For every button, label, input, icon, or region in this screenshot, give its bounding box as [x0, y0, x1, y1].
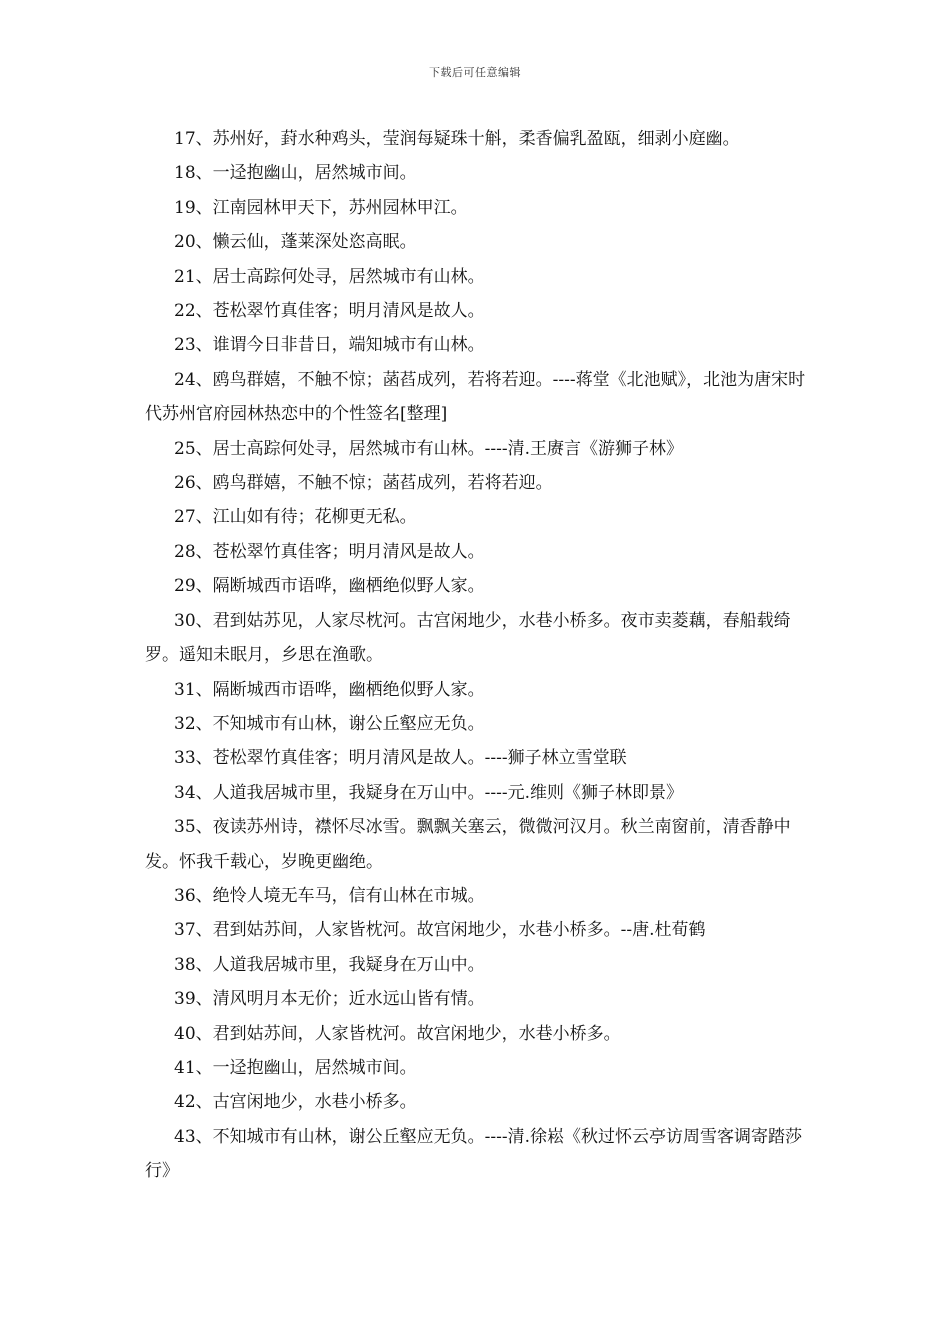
paragraph-27: 27、江山如有待；花柳更无私。	[174, 507, 417, 528]
paragraph-34: 34、人道我居城市里，我疑身在万山中。----元.维则《狮子林即景》	[174, 782, 684, 803]
document-body	[145, 122, 810, 1189]
paragraph-36: 36、绝怜人境无车马，信有山林在市城。	[174, 885, 485, 906]
paragraph-23: 23、谁谓今日非昔日，端知城市有山林。	[174, 335, 485, 356]
paragraph-18: 18、一迳抱幽山，居然城市间。	[174, 163, 417, 184]
paragraph-31: 31、隔断城西市语哗，幽栖绝似野人家。	[174, 679, 485, 700]
paragraph-39: 39、清风明月本无价；近水远山皆有情。	[174, 989, 485, 1010]
paragraph-21: 21、居士高踪何处寻，居然城市有山林。	[174, 266, 485, 287]
paragraph-20: 20、懒云仙，蓬莱深处恣高眠。	[174, 232, 417, 253]
paragraph-40: 40、君到姑苏间，人家皆枕河。故宫闲地少，水巷小桥多。	[174, 1023, 621, 1044]
paragraph-22: 22、苍松翠竹真佳客；明月清风是故人。	[174, 301, 485, 322]
paragraph-24: 24、鸥鸟群嬉，不触不惊；菡萏成列，若将若迎。----蒋堂《北池赋》，北池为唐宋时代苏州官府园林热恋中的个性签名[整理]	[145, 369, 806, 425]
paragraph-32: 32、不知城市有山林，谢公丘壑应无负。	[174, 713, 485, 734]
paragraph-17: 17、苏州好，葑水种鸡头，莹润每疑珠十斛，柔香偏乳盈瓯，细剥小庭幽。	[174, 129, 740, 149]
paragraph-37: 37、君到姑苏间，人家皆枕河。故宫闲地少，水巷小桥多。--唐.杜荀鹤	[174, 920, 706, 941]
paragraph-29: 29、隔断城西市语哗，幽栖绝似野人家。	[174, 576, 485, 597]
paragraph-35: 35、夜读苏州诗，襟怀尽冰雪。飘飘关塞云，微微河汉月。秋兰南窗前，清香静中发。怀我千载心，岁晚更幽绝。	[145, 817, 791, 872]
paragraph-28: 28、苍松翠竹真佳客；明月清风是故人。	[174, 541, 485, 562]
paragraph-26: 26、鸥鸟群嬉，不触不惊；菡萏成列，若将若迎。	[174, 473, 553, 494]
paragraph-19: 19、江南园林甲天下，苏州园林甲江。	[174, 197, 468, 218]
paragraph-38: 38、人道我居城市里，我疑身在万山中。	[174, 954, 485, 975]
page-header-note: 下载后可任意编辑	[429, 66, 521, 79]
paragraph-42: 42、古宫闲地少，水巷小桥多。	[174, 1092, 417, 1113]
paragraph-41: 41、一迳抱幽山，居然城市间。	[174, 1057, 417, 1078]
paragraph-30: 30、君到姑苏见，人家尽枕河。古宫闲地少，水巷小桥多。夜市卖菱藕，春船载绮罗。遥知未眠月，乡思在渔歌。	[145, 610, 791, 666]
paragraph-43: 43、不知城市有山林，谢公丘壑应无负。----清.徐崧《秋过怀云亭访周雪客调寄踏莎行》	[145, 1126, 803, 1182]
paragraph-25: 25、居士高踪何处寻，居然城市有山林。----清.王赓言《游狮子林》	[174, 438, 684, 459]
paragraph-33: 33、苍松翠竹真佳客；明月清风是故人。----狮子林立雪堂联	[174, 748, 627, 769]
